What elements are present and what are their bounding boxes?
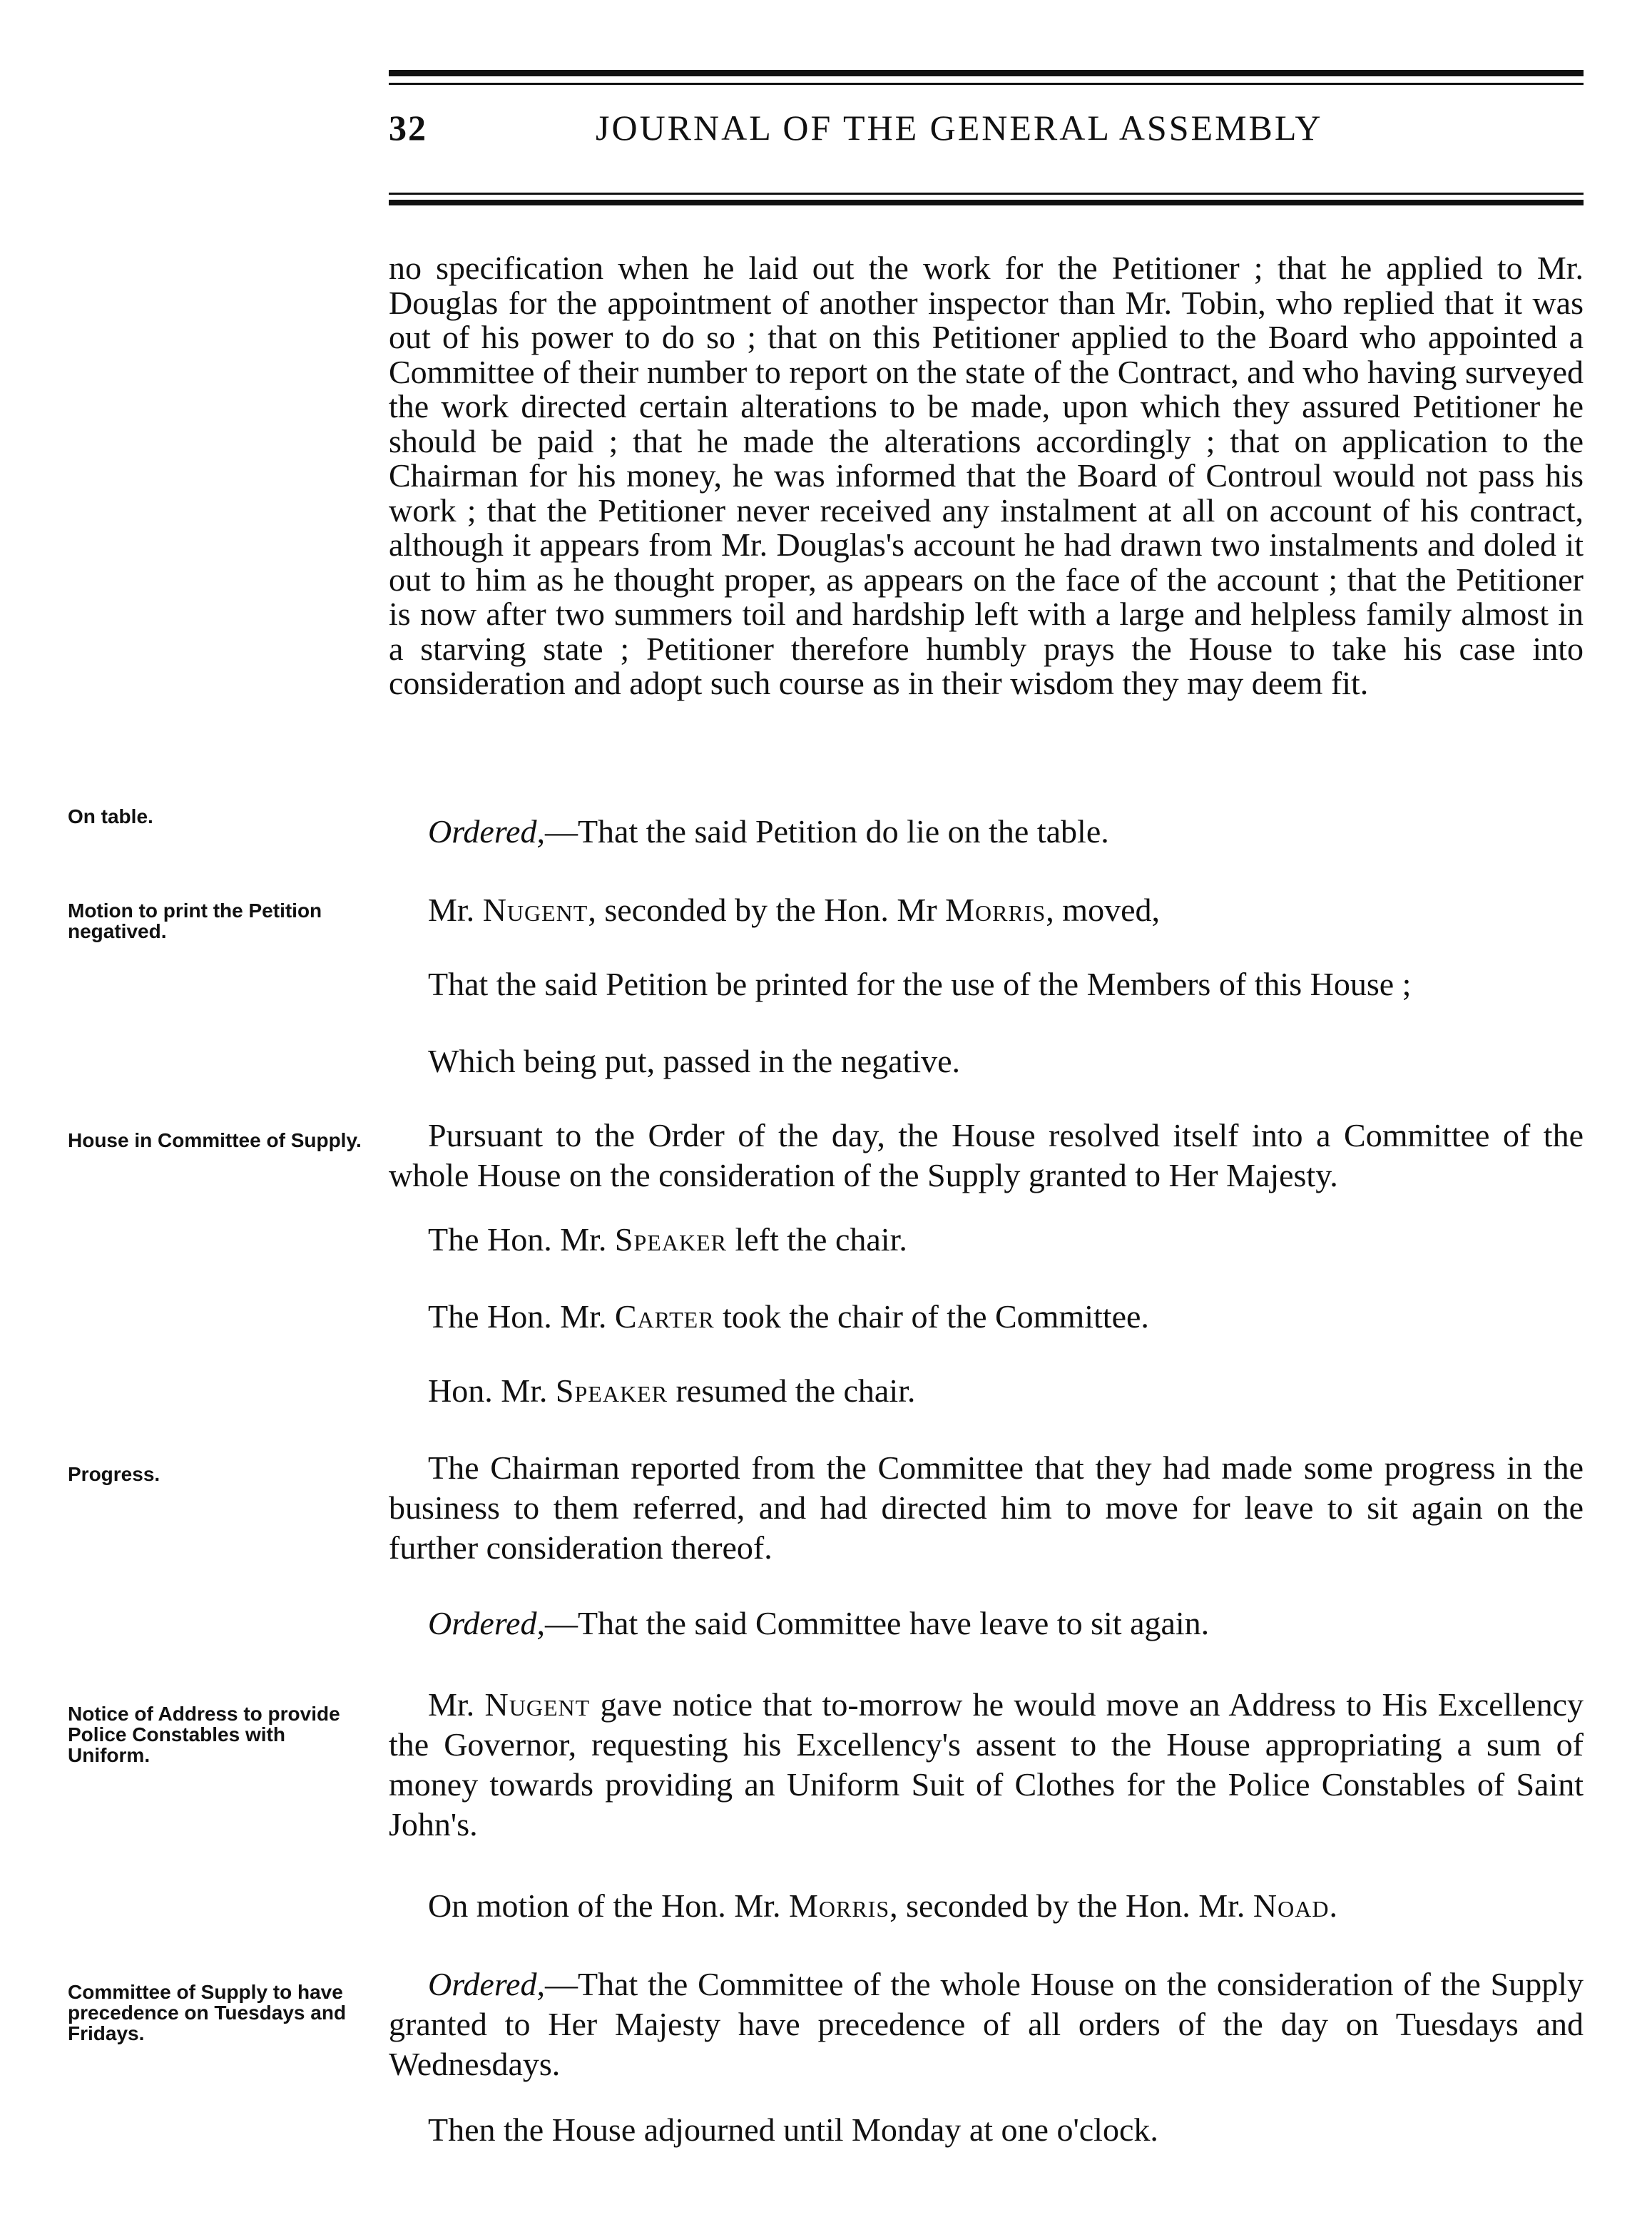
page-number: 32 (389, 108, 427, 148)
text: On motion of the Hon. Mr. (428, 1887, 789, 1924)
top-rule-thin (389, 83, 1584, 85)
pursuant-paragraph: Pursuant to the Order of the day, the House resolved itself into a Committee of the whole House on the consideration of the Supply granted to Her Majesty. (389, 1117, 1584, 1193)
margin-note-progress: Progress. (68, 1463, 160, 1485)
ordered-lie-on-table (389, 812, 1584, 852)
margin-note-committee-precedence: Committee of Supply to have precedence on Tuesdays and Fridays. (68, 1981, 347, 2044)
carter-took-chair (389, 1297, 1584, 1337)
member-name: Nugent (482, 892, 588, 928)
text: . (1329, 1887, 1337, 1924)
margin-note-on-table: On table. (68, 805, 153, 827)
text: resumed the chair. (667, 1372, 916, 1409)
ordered-text: —That the said Committee have leave to sit again. (544, 1605, 1210, 1641)
running-title: JOURNAL OF THE GENERAL ASSEMBLY (596, 108, 1323, 148)
text: left the chair. (726, 1221, 907, 1258)
text: took the chair of the Committee. (714, 1298, 1149, 1335)
text: gave notice that to-morrow he would move an Address to His Excellency the Governor, requesting his Excellency's assent to the House appropriating a sum of money towards providing an Uniform Suit of Clothes for the Police Constables of Saint John's. (389, 1686, 1584, 1843)
text: Mr. (428, 892, 483, 928)
chairman-reported: The Chairman reported from the Committee that they had made some progress in the business to them referred, and had directed him to move for leave to sit again on the further consideration thereof. (389, 1449, 1584, 1566)
text: , seconded by the Hon. Mr (588, 892, 946, 928)
notice-of-address (389, 1685, 1584, 1845)
speaker-resumed-chair (389, 1371, 1584, 1411)
ordered-label: Ordered, (428, 813, 545, 850)
on-motion-morris (389, 1886, 1584, 1926)
ordered-label: Ordered, (428, 1966, 545, 2002)
speaker-left-chair (389, 1220, 1584, 1260)
nugent-moved (389, 890, 1584, 930)
top-rule-thick (389, 70, 1584, 76)
member-name: Speaker (614, 1221, 727, 1258)
member-name: Speaker (555, 1372, 668, 1409)
member-name: Morris (788, 1887, 890, 1924)
ordered-text: —That the Committee of the whole House on the consideration of the Supply granted to Her Majesty have precedence of all orders of the day on Tuesdays and Wednesdays. (389, 1966, 1584, 2082)
ordered-text: —That the said Petition do lie on the table. (544, 813, 1109, 850)
margin-note-motion-print: Motion to print the Petition negatived. (68, 900, 322, 942)
ordered-sit-again (389, 1604, 1584, 1644)
ordered-precedence (389, 1964, 1584, 2084)
member-name: Carter (614, 1298, 715, 1335)
margin-note-committee-supply: House in Committee of Supply. (68, 1129, 362, 1151)
petition-continuation: no specification when he laid out the work for the Petitioner ; that he applied to Mr. Douglas for the appointment of another inspector than Mr. Tobin, who replied that it was out of his power to do so ; that on this Petitioner applied to the Board who appointed a Committee of their number to report on the state of the Contract, and who having surveyed the work directed certain alterations to be made, upon which they assured Petitioner he should be paid ; that he made the alterations accordingly ; that on application to the Chairman for his money, he was informed that the Board of Controul would not pass his work ; that the Petitioner never received any instalment at all on account of his contract, although it appears from Mr. Douglas's account he had drawn two instalments and doled it out to him as he thought proper, as appears on the face of the account ; that the Petitioner is now after two summers toil and hardship left with a large and helpless family almost in a starving state ; Petitioner therefore humbly prays the House to take his case into consideration and adopt such course as in their wisdom they may deem fit. (389, 250, 1584, 701)
margin-note-notice-address: Notice of Address to provide Police Constables with Uniform. (68, 1703, 340, 1766)
text: The Hon. Mr. (428, 1221, 615, 1258)
header-rule-thin (389, 193, 1584, 195)
adjourned: Then the House adjourned until Monday at one o'clock. (428, 2111, 1158, 2148)
member-name: Noad (1253, 1887, 1330, 1924)
text: Mr. (428, 1686, 485, 1723)
member-name: Morris (945, 892, 1046, 928)
ordered-label: Ordered, (428, 1605, 545, 1641)
text: Hon. Mr. (428, 1372, 556, 1409)
text: , seconded by the Hon. Mr. (889, 1887, 1253, 1924)
text: The Hon. Mr. (428, 1298, 615, 1335)
text: , moved, (1046, 892, 1160, 928)
member-name: Nugent (484, 1686, 591, 1723)
motion-text-printed: That the said Petition be printed for the use of the Members of this House ; (428, 966, 1412, 1002)
motion-result: Which being put, passed in the negative. (428, 1043, 961, 1079)
page-header (389, 107, 1584, 157)
header-rule-thick (389, 200, 1584, 205)
